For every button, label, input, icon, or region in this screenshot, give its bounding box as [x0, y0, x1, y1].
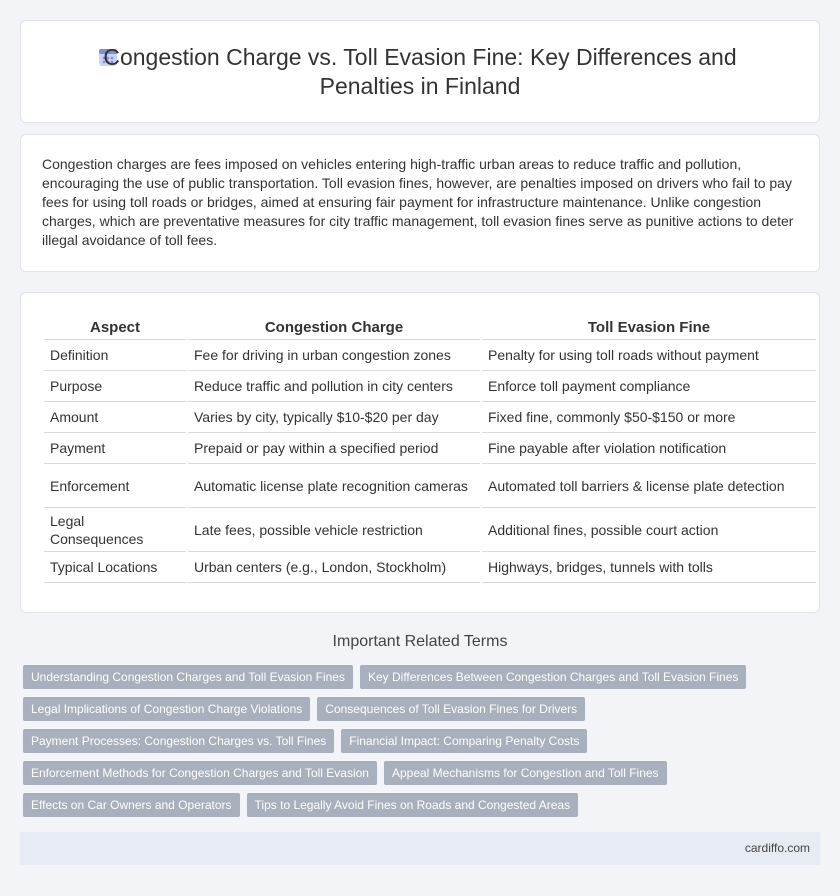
- tag-row: [23, 697, 823, 721]
- table-cell: Automatic license plate recognition cameras: [188, 464, 480, 508]
- table-cell: Highways, bridges, tunnels with tolls: [482, 552, 816, 583]
- column-header: Aspect: [44, 316, 186, 340]
- table-cell: Definition: [44, 340, 186, 371]
- table-cell: Legal Consequences: [44, 508, 186, 552]
- title-card: [20, 20, 820, 123]
- table-cell: Additional fines, possible court action: [482, 508, 816, 552]
- table-cell: Enforcement: [44, 464, 186, 508]
- table-cell: Penalty for using toll roads without payment: [482, 340, 816, 371]
- related-term-tag[interactable]: Financial Impact: Comparing Penalty Costs: [341, 729, 587, 753]
- table-cell: Fee for driving in urban congestion zones: [188, 340, 480, 371]
- table-cell: Prepaid or pay within a specified period: [188, 433, 480, 464]
- column-header: Toll Evasion Fine: [482, 316, 816, 340]
- related-term-tag[interactable]: Understanding Congestion Charges and Toll Evasion Fines: [23, 665, 353, 689]
- column-header: Congestion Charge: [188, 316, 480, 340]
- table-row: [44, 340, 816, 371]
- summary-paragraph: Congestion charges are fees imposed on vehicles entering high-traffic urban areas to reduce traffic and pollution, encouraging the use of public transportation. Toll evasion fines, however, are penalties imposed on drivers who fail to pay fees for using toll roads or bridges, aimed at ensuring fair payment for infrastructure maintenance. Unlike congestion charges, which are preventative measures for city traffic management, toll evasion fines serve as punitive actions to deter illegal avoidance of toll fees.: [42, 156, 794, 248]
- table-cell: Reduce traffic and pollution in city centers: [188, 371, 480, 402]
- table-cell: Automated toll barriers & license plate detection: [482, 464, 816, 508]
- comparison-table-card: [20, 292, 820, 613]
- table-cell: Payment: [44, 433, 186, 464]
- table-cell: Fixed fine, commonly $50-$150 or more: [482, 402, 816, 433]
- table-row: [44, 508, 816, 552]
- related-term-tag[interactable]: Appeal Mechanisms for Congestion and Toll Fines: [384, 761, 667, 785]
- related-terms-heading: Important Related Terms: [332, 633, 508, 650]
- table-cell: Late fees, possible vehicle restriction: [188, 508, 480, 552]
- page-title: Congestion Charge vs. Toll Evasion Fine: Key Differences and Penalties in Finland: [103, 44, 737, 99]
- tag-row: [23, 793, 823, 817]
- related-terms-list: [23, 665, 823, 825]
- tag-row: [23, 729, 823, 753]
- footer-site-link[interactable]: cardiffo.com: [744, 841, 810, 855]
- related-term-tag[interactable]: Consequences of Toll Evasion Fines for Drivers: [317, 697, 585, 721]
- related-term-tag[interactable]: Tips to Legally Avoid Fines on Roads and Congested Areas: [247, 793, 579, 817]
- table-cell: Enforce toll payment compliance: [482, 371, 816, 402]
- table-row: [44, 552, 816, 583]
- table-row: [44, 371, 816, 402]
- related-term-tag[interactable]: Payment Processes: Congestion Charges vs. Toll Fines: [23, 729, 334, 753]
- related-term-tag[interactable]: Enforcement Methods for Congestion Charges and Toll Evasion: [23, 761, 377, 785]
- table-row: [44, 464, 816, 508]
- tag-row: [23, 665, 823, 689]
- related-term-tag[interactable]: Legal Implications of Congestion Charge Violations: [23, 697, 310, 721]
- related-term-tag[interactable]: Effects on Car Owners and Operators: [23, 793, 240, 817]
- table-cell: Urban centers (e.g., London, Stockholm): [188, 552, 480, 583]
- comparison-table: [42, 316, 818, 583]
- table-cell: Varies by city, typically $10-$20 per day: [188, 402, 480, 433]
- table-header-row: [44, 316, 816, 340]
- table-cell: Typical Locations: [44, 552, 186, 583]
- related-term-tag[interactable]: Key Differences Between Congestion Charges and Toll Evasion Fines: [360, 665, 746, 689]
- footer: [20, 832, 820, 865]
- table-cell: Purpose: [44, 371, 186, 402]
- tag-row: [23, 761, 823, 785]
- table-cell: Amount: [44, 402, 186, 433]
- summary-card: [20, 134, 820, 272]
- table-row: [44, 433, 816, 464]
- table-row: [44, 402, 816, 433]
- table-cell: Fine payable after violation notification: [482, 433, 816, 464]
